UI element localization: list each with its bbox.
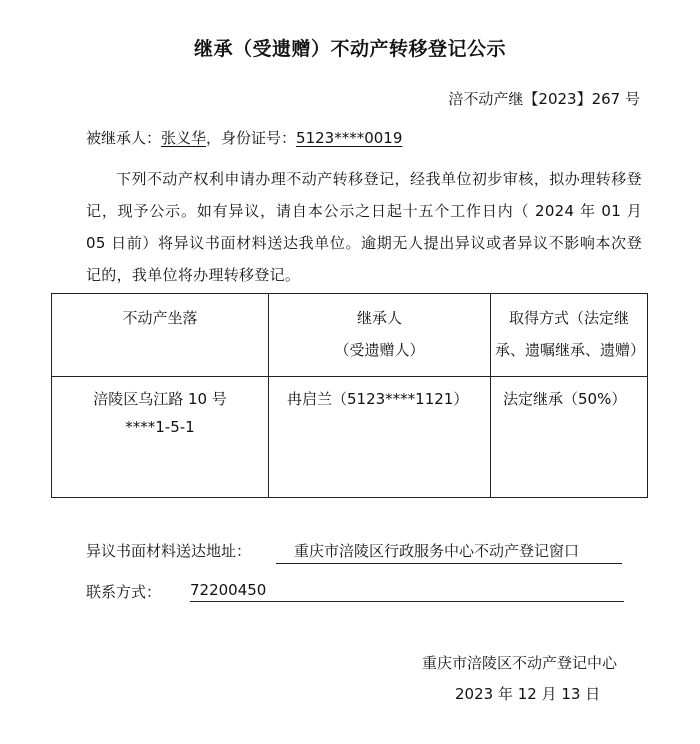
decedent-id-label: ，身份证号： [206,129,297,147]
decedent-name: 张义华 [161,129,207,147]
decedent-id: 5123****0019 [296,129,403,147]
decedent-line [86,127,402,148]
notice-body: 下列不动产权利申请办理不动产转移登记，经我单位初步审核，拟办理转移登记，现予公示。如有异议，请自本公示之日起十五个工作日内（ 2024 年 01 月 05 日前）将异议书面材料送达我单位。逾期无人提出异议或者异议不影响本次登记的，我单位将办理转移登记。 [86,170,642,284]
header-heir-line1: 继承人 [356,309,402,327]
contact-label: 联系方式： [86,583,162,601]
decedent-name-label: 被继承人： [86,129,162,147]
header-heir-line2: （受遗赠人） [334,341,425,359]
issuer-name: 重庆市涪陵区不动产登记中心 [422,654,618,672]
cell-heir: 冉启兰（5123****1121） [269,377,491,498]
table-header-row [52,294,648,377]
cell-location-line2: ****1-5-1 [125,418,195,436]
objection-address-label: 异议书面材料送达地址： [86,542,252,560]
header-heir [269,294,491,377]
cell-location-line1: 涪陵区乌江路 10 号 [93,390,227,408]
issue-date: 2023 年 12 月 13 日 [455,685,601,703]
page-title: 继承（受遗赠）不动产转移登记公示 [193,38,506,60]
cell-method: 法定继承（50%） [491,377,648,498]
header-location: 不动产坐落 [52,294,269,377]
header-method: 取得方式（法定继承、遗嘱继承、遗赠） [491,294,648,377]
table-row [52,377,648,498]
document-number: 涪不动产继【2023】267 号 [448,90,640,108]
objection-address-value: 重庆市涪陵区行政服务中心不动产登记窗口 [276,540,622,564]
contact-value: 72200450 [190,581,624,602]
cell-location [52,377,269,498]
property-table [51,293,648,498]
